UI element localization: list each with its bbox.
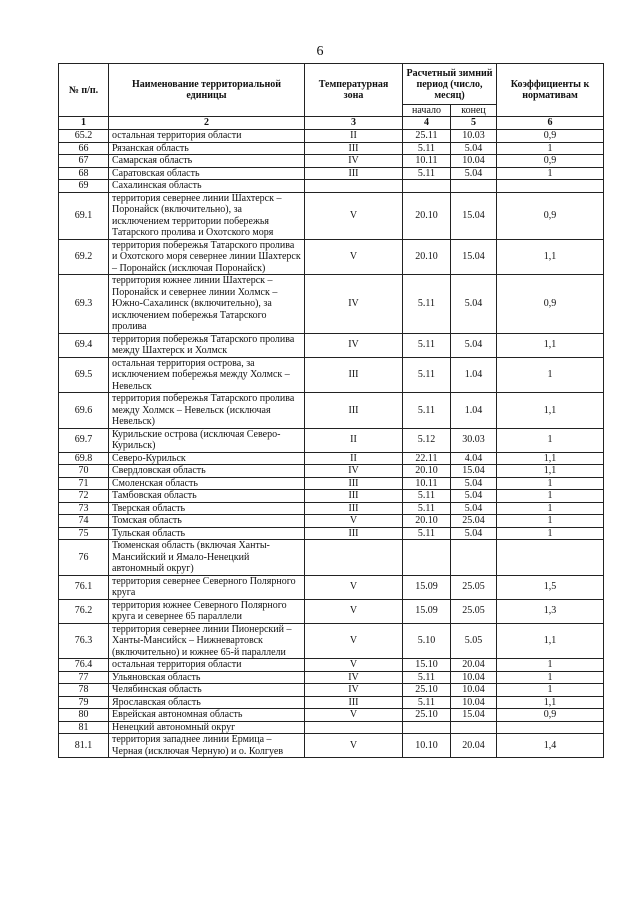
row-number: 75 (59, 527, 109, 540)
period-end: 5.04 (451, 275, 497, 334)
row-number: 76.3 (59, 623, 109, 659)
period-start: 15.09 (403, 575, 451, 599)
table-row (59, 428, 604, 452)
period-start (403, 540, 451, 576)
header-start: начало (403, 105, 451, 117)
coefficient (497, 540, 604, 576)
table-row (59, 180, 604, 193)
row-number: 78 (59, 684, 109, 697)
column-number: 5 (451, 117, 497, 130)
temperature-zone: III (305, 502, 403, 515)
period-end: 1.04 (451, 357, 497, 393)
period-start: 5.11 (403, 333, 451, 357)
table-row (59, 130, 604, 143)
table-row (59, 659, 604, 672)
territory-name: Свердловская область (109, 465, 305, 478)
header-number: № п/п. (59, 64, 109, 117)
period-start: 5.11 (403, 275, 451, 334)
temperature-zone: IV (305, 465, 403, 478)
table-row (59, 239, 604, 275)
period-end: 5.05 (451, 623, 497, 659)
period-start: 5.11 (403, 393, 451, 429)
period-start (403, 180, 451, 193)
header-end: конец (451, 105, 497, 117)
coefficient: 1,1 (497, 393, 604, 429)
row-number: 66 (59, 142, 109, 155)
coefficient (497, 721, 604, 734)
period-end: 10.04 (451, 671, 497, 684)
row-number: 69.8 (59, 452, 109, 465)
period-end: 5.04 (451, 477, 497, 490)
winter-period-table (58, 63, 604, 758)
table-row (59, 502, 604, 515)
table-row (59, 393, 604, 429)
territory-name: Ненецкий автономный округ (109, 721, 305, 734)
row-number: 69.7 (59, 428, 109, 452)
table-row (59, 575, 604, 599)
table-row (59, 599, 604, 623)
coefficient: 0,9 (497, 192, 604, 239)
period-start: 15.10 (403, 659, 451, 672)
period-start: 5.11 (403, 696, 451, 709)
column-number: 6 (497, 117, 604, 130)
period-start: 5.11 (403, 490, 451, 503)
period-start: 5.12 (403, 428, 451, 452)
territory-name: Томская область (109, 515, 305, 528)
table-row (59, 623, 604, 659)
temperature-zone (305, 540, 403, 576)
temperature-zone: V (305, 659, 403, 672)
coefficient: 1 (497, 671, 604, 684)
coefficient: 1 (497, 515, 604, 528)
table-row (59, 275, 604, 334)
period-start: 20.10 (403, 239, 451, 275)
temperature-zone: III (305, 393, 403, 429)
row-number: 69.5 (59, 357, 109, 393)
period-end: 15.04 (451, 192, 497, 239)
territory-name: территория севернее линии Пионерский – Ханты-Мансийск – Нижневартовск (включительно) и южнее 65-й параллели (109, 623, 305, 659)
row-number: 71 (59, 477, 109, 490)
period-start: 5.11 (403, 357, 451, 393)
table-row (59, 452, 604, 465)
period-start: 10.11 (403, 477, 451, 490)
territory-name: Тамбовская область (109, 490, 305, 503)
coefficient: 1,5 (497, 575, 604, 599)
table-row (59, 192, 604, 239)
temperature-zone: III (305, 477, 403, 490)
temperature-zone: IV (305, 684, 403, 697)
period-end: 10.03 (451, 130, 497, 143)
period-start: 5.11 (403, 527, 451, 540)
row-number: 76.4 (59, 659, 109, 672)
coefficient: 0,9 (497, 275, 604, 334)
period-start: 20.10 (403, 192, 451, 239)
table-row (59, 540, 604, 576)
row-number: 81.1 (59, 734, 109, 758)
coefficient: 0,9 (497, 130, 604, 143)
period-end (451, 721, 497, 734)
table-row (59, 721, 604, 734)
row-number: 74 (59, 515, 109, 528)
coefficient: 1 (497, 357, 604, 393)
period-end: 5.04 (451, 167, 497, 180)
territory-name: территория западнее линии Ермица – Черная (исключая Черную) и о. Колгуев (109, 734, 305, 758)
territory-name: Сахалинская область (109, 180, 305, 193)
territory-name: территория южнее Северного Полярного круга и севернее 65 параллели (109, 599, 305, 623)
period-end: 4.04 (451, 452, 497, 465)
table-row (59, 515, 604, 528)
territory-name: Курильские острова (исключая Северо-Курильск) (109, 428, 305, 452)
coefficient: 1 (497, 167, 604, 180)
temperature-zone: V (305, 575, 403, 599)
row-number: 69.6 (59, 393, 109, 429)
territory-name: территория побережья Татарского пролива между Шахтерск и Холмск (109, 333, 305, 357)
temperature-zone: III (305, 357, 403, 393)
period-end (451, 540, 497, 576)
header-coefficient: Коэффициенты к нормативам (497, 64, 604, 117)
territory-name: Смоленская область (109, 477, 305, 490)
row-number: 77 (59, 671, 109, 684)
temperature-zone: IV (305, 671, 403, 684)
row-number: 76.2 (59, 599, 109, 623)
row-number: 79 (59, 696, 109, 709)
temperature-zone: V (305, 623, 403, 659)
coefficient: 1,4 (497, 734, 604, 758)
period-end: 5.04 (451, 333, 497, 357)
temperature-zone: III (305, 527, 403, 540)
territory-name: территория севернее линии Шахтерск – Поронайск (включительно), за исключением территории побережья Татарского пролива и Охотского моря (109, 192, 305, 239)
table-row (59, 734, 604, 758)
coefficient: 1,1 (497, 465, 604, 478)
temperature-zone: III (305, 696, 403, 709)
territory-name: Тверская область (109, 502, 305, 515)
temperature-zone: V (305, 239, 403, 275)
period-end: 10.04 (451, 155, 497, 168)
row-number: 68 (59, 167, 109, 180)
table-row (59, 357, 604, 393)
territory-name: Тюменская область (включая Ханты-Мансийский и Ямало-Ненецкий автономный округ) (109, 540, 305, 576)
period-end: 5.04 (451, 502, 497, 515)
period-start: 5.10 (403, 623, 451, 659)
coefficient: 1 (497, 684, 604, 697)
territory-name: территория побережья Татарского пролива между Холмск – Невельск (исключая Невельск) (109, 393, 305, 429)
row-number: 76.1 (59, 575, 109, 599)
temperature-zone: IV (305, 155, 403, 168)
table-row (59, 142, 604, 155)
period-start: 25.10 (403, 684, 451, 697)
temperature-zone: IV (305, 333, 403, 357)
table-row (59, 477, 604, 490)
coefficient: 1,1 (497, 239, 604, 275)
period-start: 10.11 (403, 155, 451, 168)
table-row (59, 167, 604, 180)
row-number: 67 (59, 155, 109, 168)
period-start (403, 721, 451, 734)
period-start: 5.11 (403, 142, 451, 155)
period-end: 5.04 (451, 490, 497, 503)
territory-name: остальная территория области (109, 130, 305, 143)
row-number: 65.2 (59, 130, 109, 143)
period-start: 5.11 (403, 502, 451, 515)
coefficient: 1 (497, 527, 604, 540)
period-end (451, 180, 497, 193)
territory-name: Челябинская область (109, 684, 305, 697)
territory-name: территория побережья Татарского пролива и Охотского моря севернее линии Шахтерск – Поронайск (исключая Поронайск) (109, 239, 305, 275)
column-numbers-row (59, 117, 604, 130)
coefficient: 0,9 (497, 709, 604, 722)
period-end: 10.04 (451, 696, 497, 709)
table-row (59, 465, 604, 478)
row-number: 69.3 (59, 275, 109, 334)
temperature-zone: IV (305, 275, 403, 334)
period-end: 25.05 (451, 599, 497, 623)
column-number: 4 (403, 117, 451, 130)
temperature-zone: V (305, 734, 403, 758)
column-number: 2 (109, 117, 305, 130)
temperature-zone: V (305, 192, 403, 239)
temperature-zone: V (305, 515, 403, 528)
header-name: Наименование территориальной единицы (109, 64, 305, 117)
table-body (59, 130, 604, 758)
row-number: 69.1 (59, 192, 109, 239)
territory-name: Северо-Курильск (109, 452, 305, 465)
table-row (59, 155, 604, 168)
coefficient: 1,1 (497, 333, 604, 357)
row-number: 69.4 (59, 333, 109, 357)
period-start: 25.11 (403, 130, 451, 143)
period-end: 5.04 (451, 527, 497, 540)
period-end: 30.03 (451, 428, 497, 452)
territory-name: остальная территория острова, за исключением побережья между Холмск – Невельск (109, 357, 305, 393)
period-start: 22.11 (403, 452, 451, 465)
territory-name: Рязанская область (109, 142, 305, 155)
period-end: 15.04 (451, 465, 497, 478)
coefficient: 1,1 (497, 696, 604, 709)
column-number: 3 (305, 117, 403, 130)
temperature-zone: II (305, 428, 403, 452)
coefficient: 1 (497, 490, 604, 503)
period-start: 15.09 (403, 599, 451, 623)
coefficient: 1 (497, 142, 604, 155)
period-start: 5.11 (403, 671, 451, 684)
column-number: 1 (59, 117, 109, 130)
row-number: 76 (59, 540, 109, 576)
row-number: 69.2 (59, 239, 109, 275)
coefficient: 1 (497, 477, 604, 490)
row-number: 69 (59, 180, 109, 193)
coefficient: 1 (497, 428, 604, 452)
coefficient: 1,1 (497, 623, 604, 659)
period-end: 10.04 (451, 684, 497, 697)
period-end: 25.04 (451, 515, 497, 528)
row-number: 81 (59, 721, 109, 734)
temperature-zone: II (305, 130, 403, 143)
temperature-zone: V (305, 709, 403, 722)
temperature-zone: III (305, 490, 403, 503)
header-period: Расчетный зимний период (число, месяц) (403, 64, 497, 105)
row-number: 73 (59, 502, 109, 515)
page-number: 6 (316, 44, 324, 59)
coefficient: 1,1 (497, 452, 604, 465)
period-end: 15.04 (451, 709, 497, 722)
temperature-zone: III (305, 167, 403, 180)
row-number: 80 (59, 709, 109, 722)
period-start: 25.10 (403, 709, 451, 722)
temperature-zone: II (305, 452, 403, 465)
table-row (59, 333, 604, 357)
temperature-zone (305, 721, 403, 734)
coefficient: 1 (497, 659, 604, 672)
table-row (59, 671, 604, 684)
territory-name: Ярославская область (109, 696, 305, 709)
period-end: 25.05 (451, 575, 497, 599)
period-start: 10.10 (403, 734, 451, 758)
period-start: 5.11 (403, 167, 451, 180)
period-end: 1.04 (451, 393, 497, 429)
table-row (59, 684, 604, 697)
coefficient: 0,9 (497, 155, 604, 168)
territory-name: Саратовская область (109, 167, 305, 180)
period-start: 20.10 (403, 465, 451, 478)
row-number: 72 (59, 490, 109, 503)
period-start: 20.10 (403, 515, 451, 528)
territory-name: Ульяновская область (109, 671, 305, 684)
period-end: 15.04 (451, 239, 497, 275)
temperature-zone: V (305, 599, 403, 623)
period-end: 5.04 (451, 142, 497, 155)
table-row (59, 527, 604, 540)
territory-name: остальная территория области (109, 659, 305, 672)
territory-name: Самарская область (109, 155, 305, 168)
period-end: 20.04 (451, 734, 497, 758)
period-end: 20.04 (451, 659, 497, 672)
coefficient: 1 (497, 502, 604, 515)
territory-name: территория южнее линии Шахтерск – Поронайск и севернее линии Холмск – Южно-Сахалинск (включительно), за исключением побережья Татарского пролива (109, 275, 305, 334)
coefficient: 1,3 (497, 599, 604, 623)
table-row (59, 490, 604, 503)
territory-name: территория севернее Северного Полярного круга (109, 575, 305, 599)
row-number: 70 (59, 465, 109, 478)
coefficient (497, 180, 604, 193)
temperature-zone: III (305, 142, 403, 155)
header-zone: Температурная зона (305, 64, 403, 117)
table-row (59, 709, 604, 722)
territory-name: Тульская область (109, 527, 305, 540)
temperature-zone (305, 180, 403, 193)
territory-name: Еврейская автономная область (109, 709, 305, 722)
table-row (59, 696, 604, 709)
